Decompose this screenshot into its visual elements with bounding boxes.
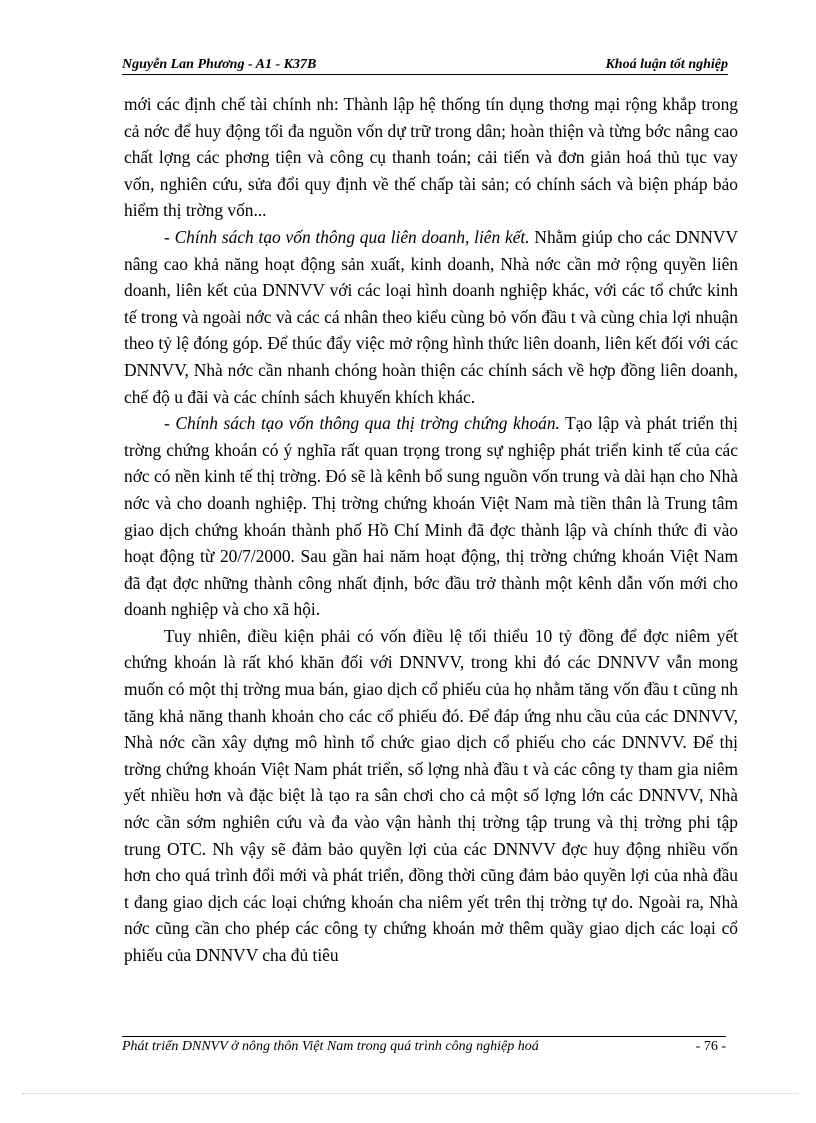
page-footer: [122, 1039, 726, 1057]
paragraph-1: mới các định chế tài chính nh: Thành lập hệ thống tín dụng thơng mại rộng khắp trong cả nớc để huy động tối đa nguồn vốn dự trữ trong dân; hoàn thiện và từng bớc nâng cao chất lợng các phơng tiện và công cụ thanh toán; cải tiến và đơn giản hoá thủ tục vay vốn, nghiên cứu, sửa đổi quy định về thế chấp tài sản; có chính sách và biện pháp bảo hiểm thị trờng vốn...: [124, 94, 738, 221]
header-author: Nguyễn Lan Phương - A1 - K37B: [122, 57, 317, 72]
footer-title: Phát triển DNNVV ở nông thôn Việt Nam trong quá trình công nghiệp hoá: [122, 1039, 539, 1054]
section-title-joint-venture: - Chính sách tạo vốn thông qua liên doanh, liên kết.: [164, 226, 530, 247]
paragraph-2-text: Nhằm giúp cho các DNNVV nâng cao khả năng hoạt động sản xuất, kinh doanh, Nhà nớc cần mở rộng quyền liên doanh, liên kết của DNNVV với các loại hình doanh nghiệp khác, với các tổ chức kinh tế trong và ngoài nớc và các cá nhân theo kiểu cùng bỏ vốn đầu t và cùng chia lợi nhuận theo tỷ lệ đóng góp. Để thúc đẩy việc mở rộng hình thức liên doanh, liên kết đối với các DNNVV, Nhà nớc cần nhanh chóng hoàn thiện các chính sách về hợp đồng liên doanh, chế độ u đãi và các chính sách khuyến khích khác.: [124, 226, 739, 407]
paragraph-2: [124, 224, 738, 410]
paragraph-3-text: Tạo lập và phát triển thị trờng chứng khoán có ý nghĩa rất quan trọng trong sự nghiệp phát triển kinh tế của các nớc có nền kinh tế thị trờng. Đó sẽ là kênh bổ sung nguồn vốn trung và dài hạn cho Nhà nớc và cho doanh nghiệp. Thị trờng chứng khoán Việt Nam mà tiền thân là Trung tâm giao dịch chứng khoán thành phố Hồ Chí Minh đã đợc thành lập và chính thức đi vào hoạt động từ 20/7/2000. Sau gần hai năm hoạt động, thị trờng chứng khoán Việt Nam đã đạt đợc những thành công nhất định, bớc đầu trở thành một kênh dẫn vốn mới cho doanh nghiệp và cho xã hội.: [124, 413, 739, 620]
paragraph-3: [124, 410, 738, 623]
footer-divider: [122, 1036, 726, 1037]
page-bottom-edge: [22, 1093, 798, 1094]
page-number: - 76 -: [695, 1039, 726, 1054]
body-text: [124, 91, 738, 969]
header-divider: [122, 74, 728, 75]
section-title-stock-market: - Chính sách tạo vốn thông qua thị trờng chứng khoán.: [164, 413, 560, 434]
paragraph-4: Tuy nhiên, điều kiện phải có vốn điều lệ tối thiểu 10 tỷ đồng để đợc niêm yết chứng khoán là rất khó khăn đối với DNNVV, trong khi đó các DNNVV vẫn mong muốn có một thị trờng mua bán, giao dịch cổ phiếu của họ nhằm tăng vốn đầu t cũng nh tăng khả năng thanh khoản cho các cổ phiếu đó. Để đáp ứng nhu cầu của các DNNVV, Nhà nớc cần xây dựng mô hình tổ chức giao dịch cổ phiếu cho các DNNVV. Để thị trờng chứng khoán Việt Nam phát triển, số lợng nhà đầu t và các công ty tham gia niêm yết nhiều hơn và đặc biệt là tạo ra sân chơi cho cả một số lợng lớn các DNNVV, Nhà nớc cần sớm nghiên cứu và đa vào vận hành thị trờng tập trung và thị trờng phi tập trung OTC. Nh vậy sẽ đảm bảo quyền lợi của các DNNVV đợc huy động nhiều vốn hơn cho quá trình đổi mới và phát triển, đồng thời cũng đảm bảo quyền lợi của nhà đầu t đang giao dịch các loại chứng khoán cha niêm yết trên thị trờng tự do. Ngoài ra, Nhà nớc cũng cần cho phép các công ty chứng khoán mở thêm quầy giao dịch các loại cổ phiếu của DNNVV cha đủ tiêu: [124, 625, 738, 965]
header-doc-type: Khoá luận tốt nghiệp: [605, 57, 728, 72]
page-header: [122, 53, 728, 75]
